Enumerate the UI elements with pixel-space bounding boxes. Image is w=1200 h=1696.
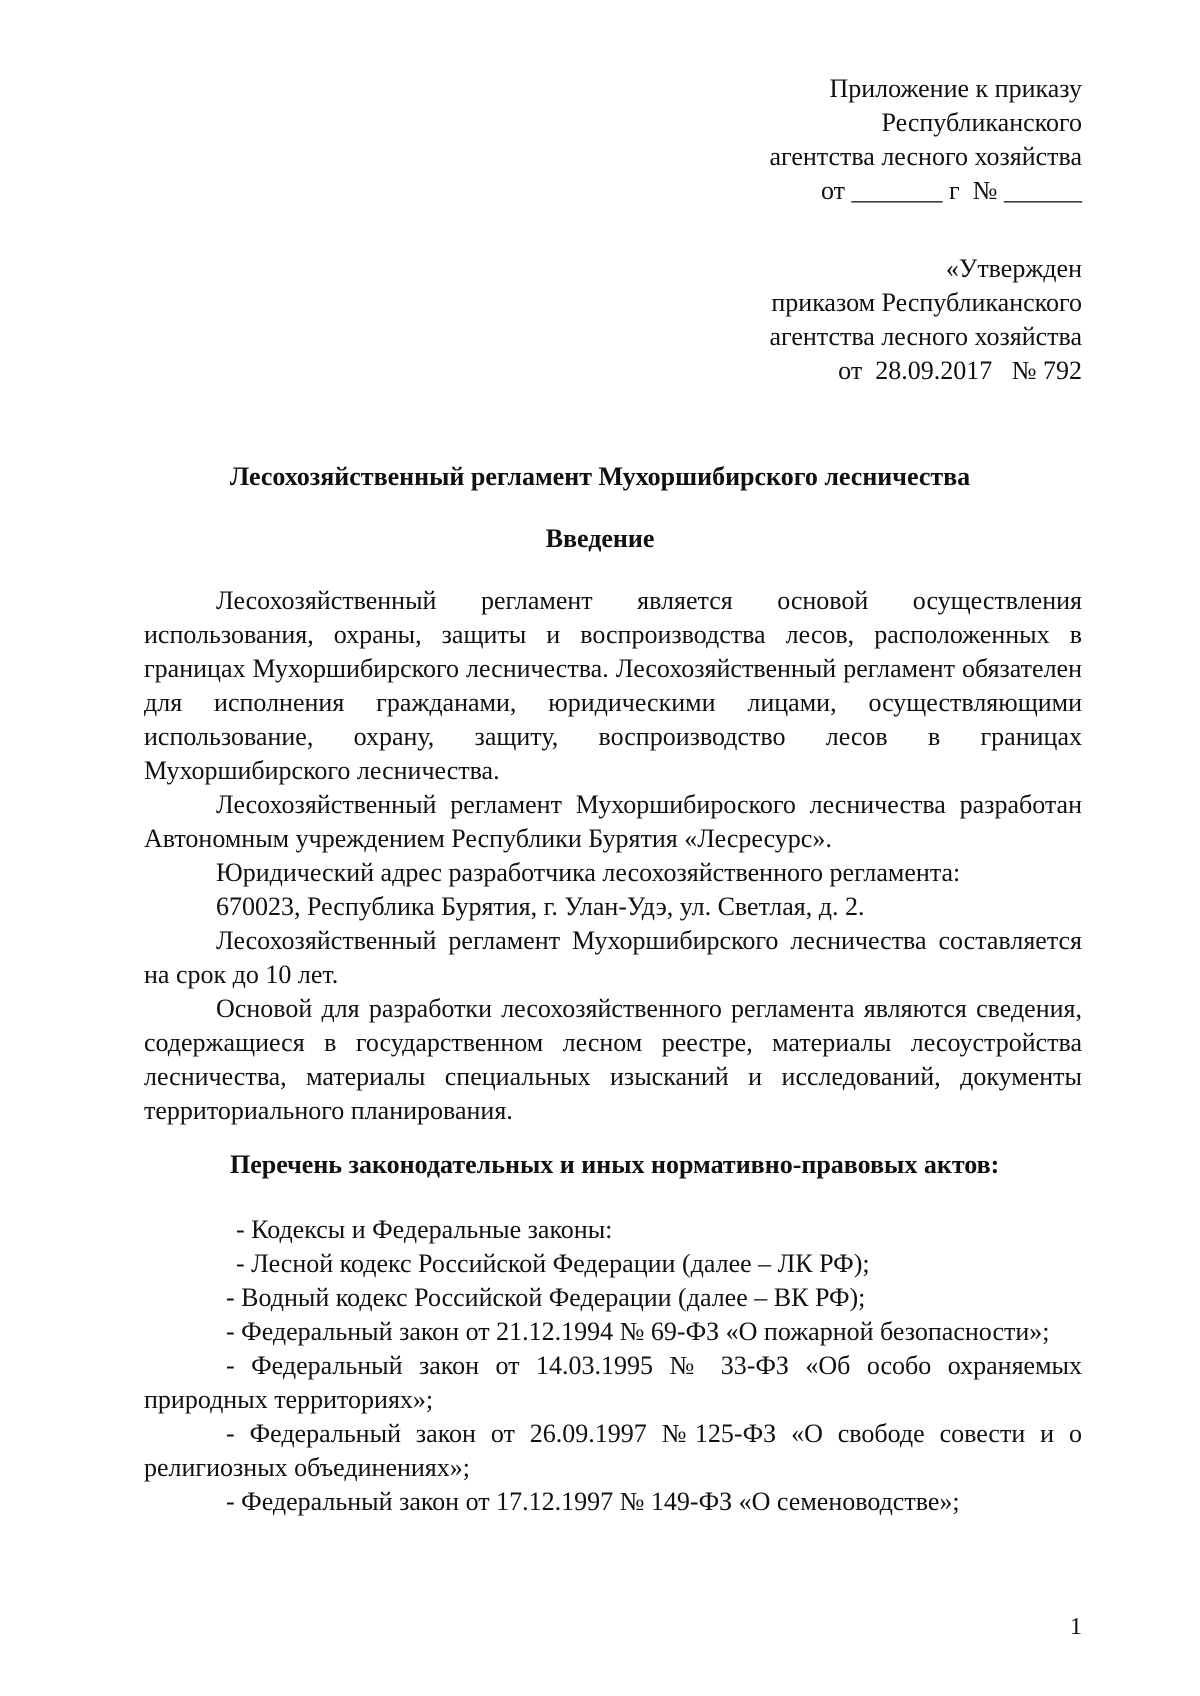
list-item: - Федеральный закон от 17.12.1997 № 149-ФЗ «О семеноводстве»; [226,1487,960,1516]
paragraph: Юридический адрес разработчика лесохозяйственного регламента: [216,858,961,887]
document-title: Лесохозяйственный регламент Мухоршибирского лесничества [229,462,971,491]
approval-header [769,72,1082,208]
page-number: 1 [1070,1614,1082,1640]
intro-body [144,584,1082,1128]
approval-line: Республиканского [881,108,1082,137]
list-item: - Федеральный закон от 26.09.1997 №125-ФЗ «О свободе совести и о религиозных объединениях»; [144,1419,1082,1482]
section-heading-acts: Перечень законодательных и иных нормативно-правовых актов: [230,1150,1000,1179]
paragraph: Лесохозяйственный регламент Мухоршибирского лесничества составляется на срок до 10 лет. [144,926,1082,989]
paragraph: Лесохозяйственный регламент является основой осуществления использования, охраны, защиты и воспроизводства лесов, расположенных в границах Мухоршибирского лесничества. Лесохозяйственный регламент обязателен для исполнения гражданами, юридическими лицами, осуществляющими использование, охрану, защиту, воспроизводство лесов в границах Мухоршибирского лесничества. [144,586,1082,785]
list-item: - Водный кодекс Российской Федерации (далее – ВК РФ); [226,1283,866,1312]
approval-line: Приложение к приказу [829,74,1082,103]
list-item: - Лесной кодекс Российской Федерации (далее – ЛК РФ); [236,1249,870,1278]
paragraph: 670023, Республика Бурятия, г. Улан-Удэ, ул. Светлая, д. 2. [216,892,865,921]
approval-line: от _______ г № ______ [821,176,1082,205]
approved-line: агентства лесного хозяйства [769,322,1082,351]
list-item: - Кодексы и Федеральные законы: [236,1215,613,1244]
section-heading-intro: Введение [545,524,655,553]
approval-line: агентства лесного хозяйства [769,142,1082,171]
approved-line: от 28.09.2017 № 792 [838,356,1082,385]
list-item: - Федеральный закон от 21.12.1994 № 69-ФЗ «О пожарной безопасности»; [226,1317,1050,1346]
approved-line: приказом Республиканского [771,288,1082,317]
paragraph: Основой для разработки лесохозяйственного регламента являются сведения, содержащиеся в государственном лесном реестре, материалы лесоустройства лесничества, материалы специальных изысканий и исследований, документы территориального планирования. [144,994,1082,1125]
list-item: - Федеральный закон от 14.03.1995 № 33-ФЗ «Об особо охраняемых природных территориях»; [144,1351,1082,1414]
approved-block [769,252,1082,388]
paragraph: Лесохозяйственный регламент Мухоршибироского лесничества разработан Автономным учреждением Республики Бурятия «Лесресурс». [144,790,1082,853]
approved-line: «Утвержден [945,254,1082,283]
acts-list [144,1213,1082,1519]
